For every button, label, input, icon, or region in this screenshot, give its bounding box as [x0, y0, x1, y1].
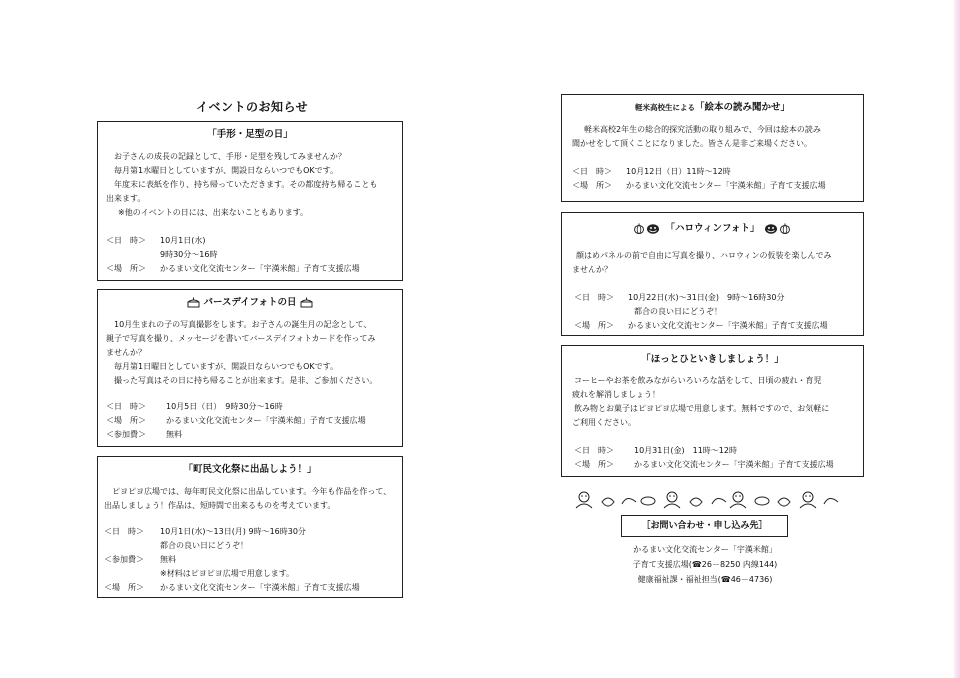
date-label: ＜日 時＞ [574, 293, 614, 302]
event-text: ご利用ください。 [572, 418, 636, 427]
event-text: 親子で写真を撮り、メッセージを書いてバースデイフォトカードを作ってみ [106, 334, 376, 343]
event-text: ピヨピヨ広場では、毎年町民文化祭に出品しています。今年も作品を作って、 [112, 487, 392, 496]
contact-phone-welfare: 健康福祉課・福祉担当(☎46－4736) [637, 575, 773, 584]
event-title: 「ハロウィンフォト」 [665, 223, 760, 234]
event-text: 軽米高校2年生の総合的探究活動の取り組みで、今回は絵本の読み [584, 125, 821, 134]
fee-label: ＜参加費＞ [106, 430, 146, 439]
event-handprint-box [97, 121, 403, 281]
place-label: ＜場 所＞ [106, 264, 146, 273]
event-text: 飲み物とお菓子はピヨピヨ広場で用意します。無料ですので、お気軽に [574, 404, 830, 413]
fee-value: 無料 [160, 555, 176, 564]
contact-title-box [621, 515, 788, 537]
fee-note: ※材料はピヨピヨ広場で用意します。 [160, 569, 295, 578]
event-text: 年度末に表紙を作り、持ち帰っていただきます。その都度持ち帰ることも [114, 180, 378, 189]
event-title: 「ほっとひといきしましょう！」 [641, 354, 784, 365]
date-label: ＜日 時＞ [572, 167, 612, 176]
date-value: 10月31日(金) 11時～12時 [634, 446, 737, 455]
place-value: かるまい文化交流センター「宇漢米館」子育て支援広場 [628, 321, 828, 330]
event-tea-break-box [561, 345, 864, 477]
event-text: コーヒーやお茶を飲みながらいろいろな話をして、日頃の疲れ・育児 [574, 376, 822, 385]
date-label: ＜日 時＞ [574, 446, 614, 455]
date-label: ＜日 時＞ [106, 236, 146, 245]
event-text: 疲れを解消しましょう！ [572, 390, 660, 399]
date-value: 10月12日（日）11時～12時 [626, 167, 731, 176]
event-title-row [562, 101, 863, 115]
event-text: 毎月第1日曜日としていますが、開設日ならいつでもOKです。 [114, 362, 338, 371]
event-title-row [98, 296, 402, 310]
event-text: ませんか？ [572, 265, 612, 274]
date-value: 10月1日(水)～13日(月) 9時～16時30分 [160, 527, 306, 536]
date-value: 10月5日（日） 9時30分～16時 [166, 402, 283, 411]
pumpkin-icon [634, 223, 662, 234]
place-value: かるまい文化交流センター「宇漢米館」子育て支援広場 [166, 416, 366, 425]
event-title: 「手形・足型の日」 [207, 129, 293, 140]
event-text: 撮った写真はその日に持ち帰ることが出来ます。是非、ご参加ください。 [114, 376, 378, 385]
place-value: かるまい文化交流センター「宇漢米館」子育て支援広場 [160, 264, 360, 273]
children-decoration [572, 488, 844, 510]
contact-title: ［お問い合わせ・申し込み先］ [641, 521, 768, 531]
event-picture-book-box [561, 94, 864, 202]
place-label: ＜場 所＞ [104, 583, 144, 592]
event-birthday-box [97, 289, 403, 447]
time-value: 9時30分～16時 [160, 250, 218, 259]
event-title-row [562, 222, 863, 236]
date-note: 都合の良い日にどうぞ！ [634, 307, 722, 316]
fee-value: 無料 [166, 430, 182, 439]
event-title: 「町民文化祭に出品しよう！」 [183, 464, 317, 475]
event-text: 出来ます。 [106, 194, 146, 203]
event-text: 毎月第1水曜日としていますが、開設日ならいつでもOKです。 [114, 166, 338, 175]
cake-icon [187, 297, 200, 308]
fee-label: ＜参加費＞ [104, 555, 144, 564]
place-label: ＜場 所＞ [106, 416, 146, 425]
place-value: かるまい文化交流センター「宇漢米館」子育て支援広場 [626, 181, 826, 190]
pumpkin-icon [763, 223, 791, 234]
date-value: 10月1日(水) [160, 236, 206, 245]
date-label: ＜日 時＞ [106, 402, 146, 411]
event-culture-festival-box [97, 456, 403, 598]
event-text: 出品しましょう！作品は、短時間で出来るものを考えています。 [104, 501, 336, 510]
event-title-prefix: 軽米高校生による [634, 103, 695, 112]
date-label: ＜日 時＞ [104, 527, 144, 536]
place-label: ＜場 所＞ [574, 321, 614, 330]
event-halloween-box [561, 212, 864, 336]
contact-facility: かるまい文化交流センター「宇漢米館」 [633, 545, 777, 554]
place-label: ＜場 所＞ [574, 460, 614, 469]
event-text: 聞かせをして頂くことになりました。皆さん是非ご来場ください。 [572, 139, 812, 148]
event-text: 10月生まれの子の写真撮影をします。お子さんの誕生月の記念として、 [114, 320, 372, 329]
event-text: ませんか？ [106, 348, 146, 357]
event-note: ※他のイベントの日には、出来ないこともあります。 [118, 208, 309, 217]
place-label: ＜場 所＞ [572, 181, 612, 190]
page-title: イベントのお知らせ [196, 100, 309, 114]
date-value: 10月22日(水)～31日(金) 9時～16時30分 [628, 293, 785, 302]
place-value: かるまい文化交流センター「宇漢米館」子育て支援広場 [160, 583, 360, 592]
event-text: お子さんの成長の記録として、手形・足型を残してみませんか？ [114, 152, 346, 161]
event-title: バースデイフォトの日 [203, 297, 297, 308]
event-text: 顔はめパネルの前で自由に写真を撮り、ハロウィンの仮装を楽しんでみ [576, 251, 832, 260]
place-value: かるまい文化交流センター「宇漢米館」子育て支援広場 [634, 460, 834, 469]
contact-phone-support: 子育て支援広場(☎26－8250 内線144) [632, 560, 778, 569]
page-edge [954, 0, 960, 678]
date-note: 都合の良い日にどうぞ！ [160, 541, 248, 550]
event-title: 「絵本の読み聞かせ」 [694, 102, 790, 113]
cake-icon [300, 297, 313, 308]
